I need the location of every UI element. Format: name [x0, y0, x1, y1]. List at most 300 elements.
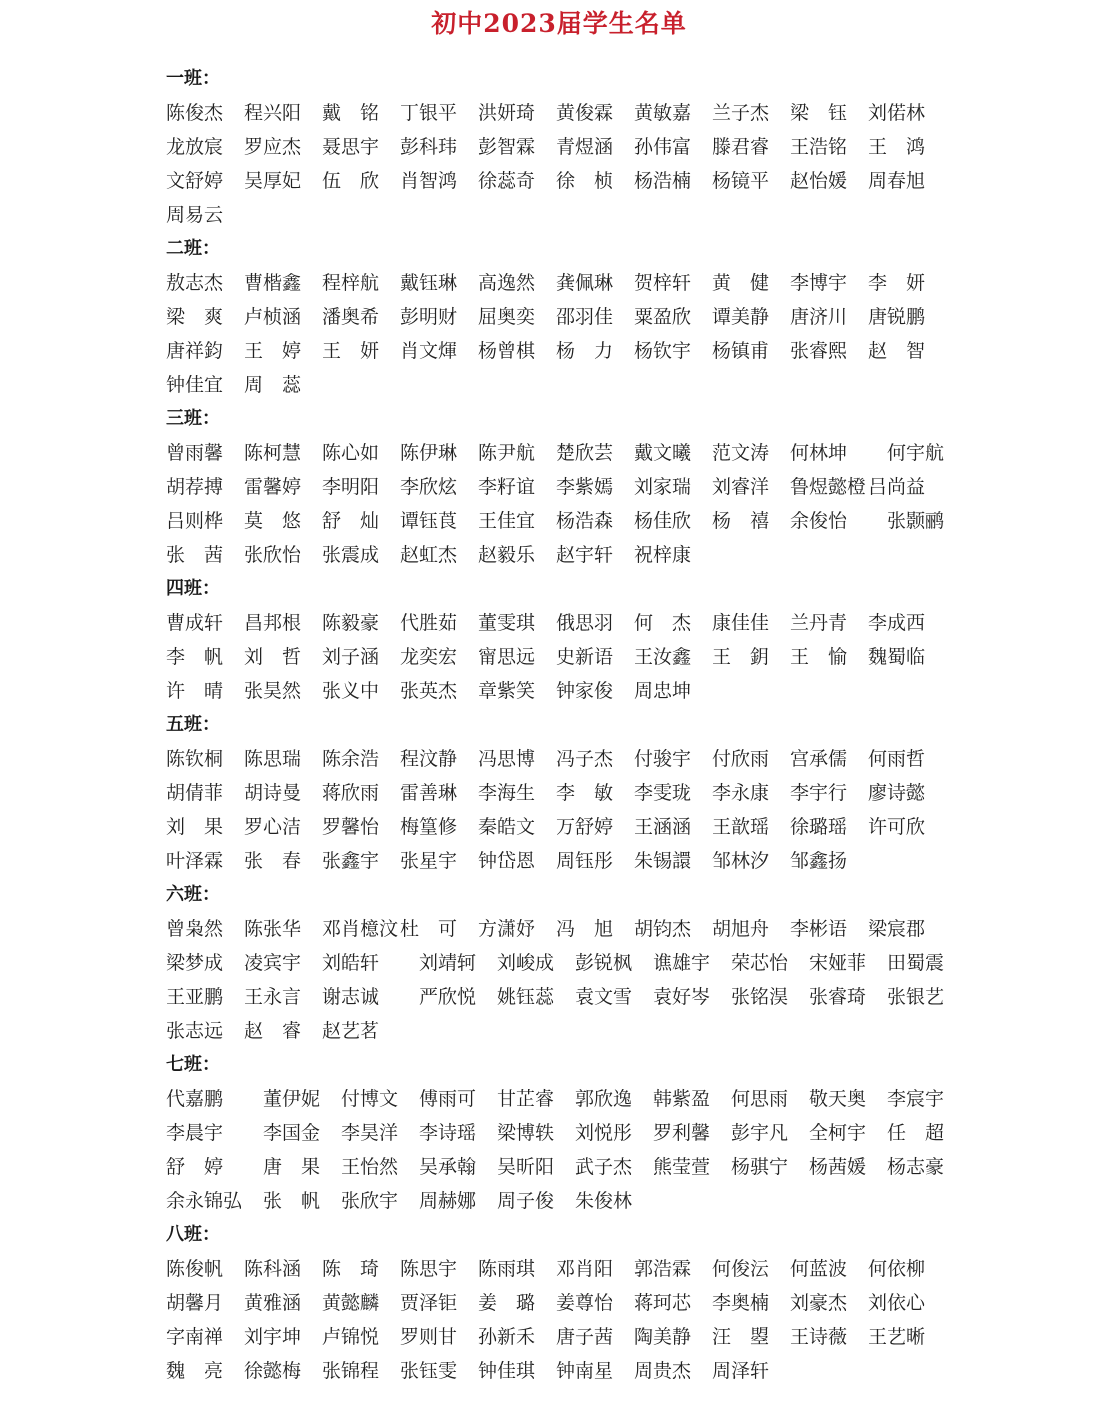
student-name: 刘悦彤 — [575, 1122, 633, 1144]
student-name: 梁 钰 — [790, 102, 848, 124]
student-name: 刘偌林 — [868, 102, 926, 124]
student-name: 陈张华 — [244, 918, 302, 940]
class-heading: 七班： — [166, 1054, 220, 1075]
student-name: 陈思宇 — [400, 1258, 458, 1280]
student-name: 梁宸郡 — [868, 918, 926, 940]
student-name: 张星宇 — [400, 850, 458, 872]
student-name: 李彬语 — [790, 918, 848, 940]
student-name: 代嘉鹏 — [166, 1088, 224, 1110]
student-name: 兰丹青 — [790, 612, 848, 634]
student-name: 张昊然 — [244, 680, 302, 702]
student-name: 李宇行 — [790, 782, 848, 804]
name-row — [166, 504, 966, 538]
student-name: 冯思博 — [478, 748, 536, 770]
student-name: 张志远 — [166, 1020, 224, 1042]
student-name: 彭明财 — [400, 306, 458, 328]
student-name: 李雯珑 — [634, 782, 692, 804]
student-name: 胡馨月 — [166, 1292, 224, 1314]
student-name: 甯思远 — [478, 646, 536, 668]
student-name: 朱锡譞 — [634, 850, 692, 872]
student-name: 张睿琦 — [809, 986, 867, 1008]
student-name: 李诗瑶 — [419, 1122, 477, 1144]
student-name: 何思雨 — [731, 1088, 789, 1110]
student-name: 杨志豪 — [887, 1156, 945, 1178]
student-name: 魏 亮 — [166, 1360, 224, 1382]
student-name: 秦皓文 — [478, 816, 536, 838]
student-name: 李 妍 — [868, 272, 926, 294]
student-name: 王佳宜 — [478, 510, 536, 532]
student-name: 方潇妤 — [478, 918, 536, 940]
student-name: 聂思宇 — [322, 136, 380, 158]
student-name: 雷善琳 — [400, 782, 458, 804]
student-name: 孙伟富 — [634, 136, 692, 158]
student-name: 吴昕阳 — [497, 1156, 555, 1178]
student-name: 周忠坤 — [634, 680, 692, 702]
student-name: 周子俊 — [497, 1190, 555, 1212]
class-heading: 六班： — [166, 884, 220, 905]
student-name: 冯 旭 — [556, 918, 614, 940]
student-name: 曹成轩 — [166, 612, 224, 634]
student-name: 邹林汐 — [712, 850, 770, 872]
student-name: 王涵涵 — [634, 816, 692, 838]
student-name: 唐子茜 — [556, 1326, 614, 1348]
student-name: 张锦程 — [322, 1360, 380, 1382]
class-heading: 四班： — [166, 578, 220, 599]
student-name: 杨镜平 — [712, 170, 770, 192]
student-name: 付欣雨 — [712, 748, 770, 770]
student-name: 赵 智 — [868, 340, 926, 362]
student-name: 陈俊杰 — [166, 102, 224, 124]
student-name: 钟南星 — [556, 1360, 614, 1382]
student-name: 杨佳欣 — [634, 510, 692, 532]
name-row — [166, 368, 966, 402]
student-name: 彭科玮 — [400, 136, 458, 158]
student-name: 任 超 — [887, 1122, 945, 1144]
student-name: 黄敏嘉 — [634, 102, 692, 124]
student-name: 叶泽霖 — [166, 850, 224, 872]
name-row — [166, 1184, 966, 1218]
student-name: 赵虹杰 — [400, 544, 458, 566]
student-name: 李明阳 — [322, 476, 380, 498]
student-name: 屈奥奕 — [478, 306, 536, 328]
student-name: 周贵杰 — [634, 1360, 692, 1382]
student-name: 付博文 — [341, 1088, 399, 1110]
student-name: 周春旭 — [868, 170, 926, 192]
student-name: 田蜀震 — [887, 952, 945, 974]
student-name: 黄 健 — [712, 272, 770, 294]
student-name: 陈柯慧 — [244, 442, 302, 464]
student-name: 何雨哲 — [868, 748, 926, 770]
class-heading: 五班： — [166, 714, 220, 735]
student-name: 杨 力 — [556, 340, 614, 362]
student-name: 高逸然 — [478, 272, 536, 294]
student-name: 伍 欣 — [322, 170, 380, 192]
student-name: 许可欣 — [868, 816, 926, 838]
student-name: 卢锦悦 — [322, 1326, 380, 1348]
student-name: 陈思瑞 — [244, 748, 302, 770]
class-heading: 三班： — [166, 408, 220, 429]
student-name: 兰子杰 — [712, 102, 770, 124]
student-name: 章紫笑 — [478, 680, 536, 702]
student-name: 全柯宇 — [809, 1122, 867, 1144]
student-name: 字南禅 — [166, 1326, 224, 1348]
student-name: 宋娅菲 — [809, 952, 867, 974]
student-name: 黄俊霖 — [556, 102, 614, 124]
name-row — [166, 164, 966, 198]
student-name: 洪妍琦 — [478, 102, 536, 124]
student-name: 李欣炫 — [400, 476, 458, 498]
student-name: 徐 桢 — [556, 170, 614, 192]
student-name: 张钰雯 — [400, 1360, 458, 1382]
student-name: 李成西 — [868, 612, 926, 634]
student-name: 陈尹航 — [478, 442, 536, 464]
student-name: 胡钧杰 — [634, 918, 692, 940]
student-name: 甘芷睿 — [497, 1088, 555, 1110]
class-section — [166, 708, 966, 878]
student-name: 赵宇轩 — [556, 544, 614, 566]
student-name: 敬天奥 — [809, 1088, 867, 1110]
student-name: 杨骐宁 — [731, 1156, 789, 1178]
student-name: 万舒婷 — [556, 816, 614, 838]
student-name: 姚钰蕊 — [497, 986, 555, 1008]
student-name: 谭美静 — [712, 306, 770, 328]
student-name: 史新语 — [556, 646, 614, 668]
student-name: 陈 琦 — [322, 1258, 380, 1280]
student-name: 王歆瑶 — [712, 816, 770, 838]
student-name: 邓肖阳 — [556, 1258, 614, 1280]
student-name: 王 鸿 — [868, 136, 926, 158]
name-row — [166, 1150, 966, 1184]
name-row — [166, 300, 966, 334]
student-name: 魏蜀临 — [868, 646, 926, 668]
student-name: 滕君睿 — [712, 136, 770, 158]
student-name: 刘 果 — [166, 816, 224, 838]
student-name: 荣芯怡 — [731, 952, 789, 974]
student-name: 丁银平 — [400, 102, 458, 124]
student-name: 敖志杰 — [166, 272, 224, 294]
student-name: 吕尚益 — [868, 476, 926, 498]
student-name: 何蓝波 — [790, 1258, 848, 1280]
student-name: 杨镇甫 — [712, 340, 770, 362]
student-name: 罗则甘 — [400, 1326, 458, 1348]
student-name: 宫承儒 — [790, 748, 848, 770]
student-name: 董雯琪 — [478, 612, 536, 634]
student-name: 张欣宇 — [341, 1190, 399, 1212]
class-heading: 一班： — [166, 68, 220, 89]
student-name: 李 敏 — [556, 782, 614, 804]
student-name: 程兴阳 — [244, 102, 302, 124]
student-name: 俄思羽 — [556, 612, 614, 634]
student-name: 胡旭舟 — [712, 918, 770, 940]
student-name: 彭智霖 — [478, 136, 536, 158]
name-row — [166, 130, 966, 164]
student-name: 刘峻成 — [497, 952, 555, 974]
student-name: 王 妍 — [322, 340, 380, 362]
student-name: 汪 曌 — [712, 1326, 770, 1348]
student-name: 何依柳 — [868, 1258, 926, 1280]
student-name: 吴承翰 — [419, 1156, 477, 1178]
name-row — [166, 198, 966, 232]
student-name: 陈俊帆 — [166, 1258, 224, 1280]
student-name: 张颢鹂 — [887, 510, 945, 532]
student-name: 邹鑫扬 — [790, 850, 848, 872]
name-row — [166, 1354, 966, 1388]
student-name: 周 蕊 — [244, 374, 302, 396]
student-name: 张义中 — [322, 680, 380, 702]
student-name: 彭宇凡 — [731, 1122, 789, 1144]
student-name: 傅雨可 — [419, 1088, 477, 1110]
student-name: 陈科涵 — [244, 1258, 302, 1280]
class-section — [166, 1048, 966, 1218]
name-row — [166, 96, 966, 130]
student-name: 李奥楠 — [712, 1292, 770, 1314]
student-name: 周易云 — [166, 204, 224, 226]
name-row — [166, 606, 966, 640]
student-name: 陈雨琪 — [478, 1258, 536, 1280]
student-name: 王诗薇 — [790, 1326, 848, 1348]
student-name: 袁好岑 — [653, 986, 711, 1008]
student-name: 曹楷鑫 — [244, 272, 302, 294]
student-name: 舒 灿 — [322, 510, 380, 532]
student-name: 付骏宇 — [634, 748, 692, 770]
student-name: 赵怡媛 — [790, 170, 848, 192]
name-row — [166, 674, 966, 708]
student-name: 李籽谊 — [478, 476, 536, 498]
student-name: 陈钦桐 — [166, 748, 224, 770]
student-name: 钟佳宜 — [166, 374, 224, 396]
student-name: 龙奕宏 — [400, 646, 458, 668]
name-row — [166, 1116, 966, 1150]
student-name: 梁博轶 — [497, 1122, 555, 1144]
student-name: 李昊洋 — [341, 1122, 399, 1144]
student-name: 廖诗懿 — [868, 782, 926, 804]
student-name: 周泽轩 — [712, 1360, 770, 1382]
name-row — [166, 912, 966, 946]
student-name: 李紫嫣 — [556, 476, 614, 498]
student-name: 周赫娜 — [419, 1190, 477, 1212]
student-name: 谭钰莨 — [400, 510, 458, 532]
name-row — [166, 1014, 966, 1048]
student-name: 何宇航 — [887, 442, 945, 464]
student-name: 徐璐瑶 — [790, 816, 848, 838]
student-name: 唐祥鈞 — [166, 340, 224, 362]
name-row — [166, 334, 966, 368]
student-name: 康佳佳 — [712, 612, 770, 634]
student-name: 张英杰 — [400, 680, 458, 702]
student-name: 张铭淏 — [731, 986, 789, 1008]
page-title: 初中2023届学生名单 — [431, 9, 687, 38]
student-name: 杨茜媛 — [809, 1156, 867, 1178]
student-name: 吕则桦 — [166, 510, 224, 532]
student-name: 袁文雪 — [575, 986, 633, 1008]
name-row — [166, 640, 966, 674]
student-name: 何林坤 — [790, 442, 848, 464]
student-name: 龙放宸 — [166, 136, 224, 158]
student-name: 吴厚妃 — [244, 170, 302, 192]
student-name: 张鑫宇 — [322, 850, 380, 872]
student-name: 李宸宇 — [887, 1088, 945, 1110]
student-name: 陈毅豪 — [322, 612, 380, 634]
student-name: 钟岱恩 — [478, 850, 536, 872]
student-name: 李海生 — [478, 782, 536, 804]
name-row — [166, 1320, 966, 1354]
student-name: 蒋欣雨 — [322, 782, 380, 804]
student-name: 戴 铭 — [322, 102, 380, 124]
name-row — [166, 844, 966, 878]
student-name: 范文涛 — [712, 442, 770, 464]
student-name: 罗心洁 — [244, 816, 302, 838]
student-name: 彭锐枫 — [575, 952, 633, 974]
student-name: 李永康 — [712, 782, 770, 804]
student-name: 李博宇 — [790, 272, 848, 294]
student-name: 邓肖檍汶 — [322, 918, 399, 940]
student-name: 舒 婷 — [166, 1156, 224, 1178]
student-name: 胡诗曼 — [244, 782, 302, 804]
name-row — [166, 470, 966, 504]
student-name: 潘奥希 — [322, 306, 380, 328]
student-name: 唐 果 — [263, 1156, 321, 1178]
student-name: 刘宇坤 — [244, 1326, 302, 1348]
student-name: 郭浩霖 — [634, 1258, 692, 1280]
student-name: 钟家俊 — [556, 680, 614, 702]
student-name: 代胜茹 — [400, 612, 458, 634]
student-name: 王 鈅 — [712, 646, 770, 668]
student-name: 胡倩菲 — [166, 782, 224, 804]
student-name: 莫 悠 — [244, 510, 302, 532]
student-name: 谢志诚 — [322, 986, 380, 1008]
student-name: 杨浩森 — [556, 510, 614, 532]
name-row — [166, 980, 966, 1014]
student-name: 姜 璐 — [478, 1292, 536, 1314]
student-name: 赵毅乐 — [478, 544, 536, 566]
student-name: 张欣怡 — [244, 544, 302, 566]
student-name: 董伊妮 — [263, 1088, 321, 1110]
student-name: 黄雅涵 — [244, 1292, 302, 1314]
student-name: 戴钰琳 — [400, 272, 458, 294]
student-name: 王亚鹏 — [166, 986, 224, 1008]
student-name: 昌邦根 — [244, 612, 302, 634]
student-name: 徐蕊奇 — [478, 170, 536, 192]
student-name: 韩紫盈 — [653, 1088, 711, 1110]
student-name: 余俊怡 — [790, 510, 848, 532]
student-name: 赵 睿 — [244, 1020, 302, 1042]
class-section — [166, 1218, 966, 1388]
student-name: 罗应杰 — [244, 136, 302, 158]
student-name: 王浩铭 — [790, 136, 848, 158]
student-name: 陈余浩 — [322, 748, 380, 770]
student-name: 刘依心 — [868, 1292, 926, 1314]
name-row — [166, 946, 966, 980]
student-name: 王怡然 — [341, 1156, 399, 1178]
class-roster — [166, 62, 966, 1388]
student-name: 王 婷 — [244, 340, 302, 362]
class-section — [166, 572, 966, 708]
student-name: 楚欣芸 — [556, 442, 614, 464]
student-name: 刘豪杰 — [790, 1292, 848, 1314]
class-heading: 八班： — [166, 1224, 220, 1245]
student-name: 凌宾宇 — [244, 952, 302, 974]
student-name: 刘家瑞 — [634, 476, 692, 498]
name-row — [166, 742, 966, 776]
student-name: 杨曾棋 — [478, 340, 536, 362]
student-name: 杜 可 — [400, 918, 458, 940]
class-section — [166, 402, 966, 572]
student-name: 唐锐鹏 — [868, 306, 926, 328]
student-name: 严欣悦 — [419, 986, 477, 1008]
student-name: 文舒婷 — [166, 170, 224, 192]
student-name: 梁梦成 — [166, 952, 224, 974]
student-name: 张震成 — [322, 544, 380, 566]
student-name: 梅篁修 — [400, 816, 458, 838]
student-name: 郭欣逸 — [575, 1088, 633, 1110]
student-name: 肖文煇 — [400, 340, 458, 362]
student-name: 卢桢涵 — [244, 306, 302, 328]
student-name: 梁 爽 — [166, 306, 224, 328]
student-name: 陈伊琳 — [400, 442, 458, 464]
student-name: 张 帆 — [263, 1190, 321, 1212]
student-name: 王 愉 — [790, 646, 848, 668]
student-name: 蒋珂芯 — [634, 1292, 692, 1314]
student-name: 姜尊怡 — [556, 1292, 614, 1314]
student-name: 贾泽钜 — [400, 1292, 458, 1314]
student-name: 张 春 — [244, 850, 302, 872]
student-name: 刘靖轲 — [419, 952, 477, 974]
student-name: 贺梓轩 — [634, 272, 692, 294]
student-name: 何俊沄 — [712, 1258, 770, 1280]
student-name: 陶美静 — [634, 1326, 692, 1348]
student-name: 祝梓康 — [634, 544, 692, 566]
student-name: 张 茜 — [166, 544, 224, 566]
name-row — [166, 1082, 966, 1116]
student-name: 肖智鸿 — [400, 170, 458, 192]
student-name: 周钰彤 — [556, 850, 614, 872]
student-name: 钟佳琪 — [478, 1360, 536, 1382]
name-row — [166, 1252, 966, 1286]
student-name: 张睿熙 — [790, 340, 848, 362]
student-name: 罗馨怡 — [322, 816, 380, 838]
student-name: 刘 哲 — [244, 646, 302, 668]
name-row — [166, 776, 966, 810]
student-name: 戴文曦 — [634, 442, 692, 464]
student-name: 张银艺 — [887, 986, 945, 1008]
student-name: 黄懿麟 — [322, 1292, 380, 1314]
student-name: 刘皓轩 — [322, 952, 380, 974]
student-name: 冯子杰 — [556, 748, 614, 770]
student-name: 谯雄宇 — [653, 952, 711, 974]
student-name: 李 帆 — [166, 646, 224, 668]
student-name: 青煜涵 — [556, 136, 614, 158]
student-name: 李晨宇 — [166, 1122, 224, 1144]
student-name: 雷馨婷 — [244, 476, 302, 498]
class-section — [166, 878, 966, 1048]
student-name: 罗利馨 — [653, 1122, 711, 1144]
student-name: 杨 禧 — [712, 510, 770, 532]
name-row — [166, 810, 966, 844]
student-name: 熊莹萱 — [653, 1156, 711, 1178]
student-name: 胡荐搏 — [166, 476, 224, 498]
student-name: 陈心如 — [322, 442, 380, 464]
student-name: 刘睿洋 — [712, 476, 770, 498]
class-section — [166, 232, 966, 402]
student-name: 曾枭然 — [166, 918, 224, 940]
class-section — [166, 62, 966, 232]
student-name: 粟盈欣 — [634, 306, 692, 328]
class-heading: 二班： — [166, 238, 220, 259]
student-name: 杨钦宇 — [634, 340, 692, 362]
student-name: 徐懿梅 — [244, 1360, 302, 1382]
student-name: 唐济川 — [790, 306, 848, 328]
student-name: 邵羽佳 — [556, 306, 614, 328]
